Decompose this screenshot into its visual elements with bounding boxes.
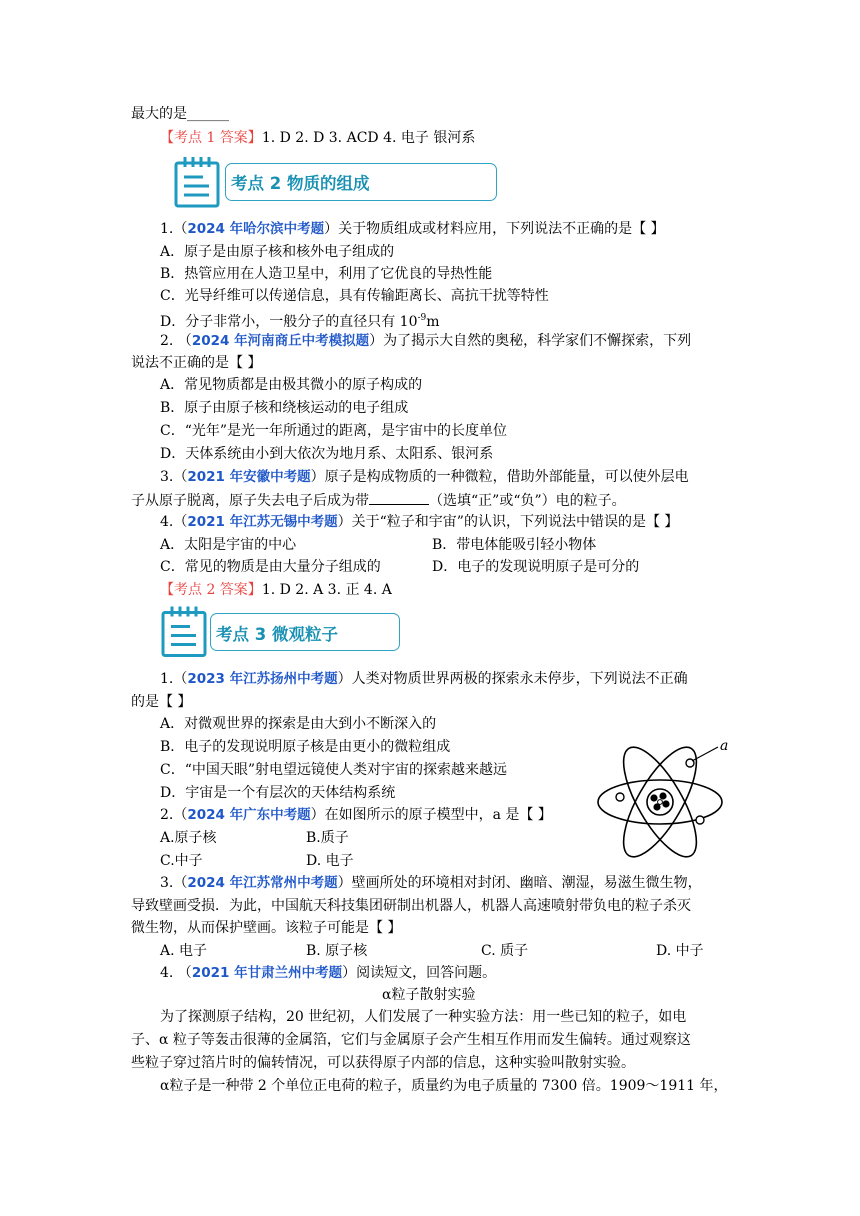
s3-q2-option-d: D. 电子 [306, 853, 354, 869]
intro-tail: 最大的是______ [131, 106, 229, 122]
s2-q3-stem [160, 467, 689, 487]
s2-q4-option-d: D．电子的发现说明原子是可分的 [432, 559, 640, 575]
s3-q4-source: 2021 年甘肃兰州中考题 [191, 965, 343, 981]
s2-q1-unit: m [426, 314, 440, 330]
s2-q2-option-a: A．常见物质都是由极其微小的原子构成的 [160, 377, 423, 393]
answer-2-text: 1. D 2. A 3. 正 4. A [261, 582, 392, 598]
s3-q2-stem [160, 805, 552, 825]
s2-q1-option-a: A．原子是由原子核和核外电子组成的 [160, 244, 395, 260]
answer-1-label: 【考点 1 答案】 [160, 130, 262, 146]
s3-q1-text: ）人类对物质世界两极的探索永未停步，下列说法不正确 [337, 671, 688, 687]
answer-2 [160, 580, 392, 600]
s3-q1-stem [160, 669, 688, 689]
article-p1-line-1: 为了探测原子结构，20 世纪初，人们发展了一种实验方法：用一些已知的粒子，如电 [160, 1009, 687, 1025]
s2-q2-text: ）为了揭示大自然的奥秘，科学家们不懈探索，下列 [369, 333, 692, 349]
s3-q3-stem-3: 微生物，从而保护壁画。该粒子可能是【 】 [131, 920, 402, 936]
article-p1-line-2: 子、α 粒子等轰击很薄的金属箔，它们与金属原子会产生相互作用而发生偏转。通过观察这 [131, 1032, 691, 1048]
s2-q3-source: 2021 年安徽中考题 [187, 469, 311, 485]
answer-1-text: 1. D 2. D 3. ACD 4. 电子 银河系 [261, 130, 476, 146]
s3-q3-stem-2: 导致壁画受损．为此，中国航天科技集团研制出机器人，机器人高速喷射带负电的粒子杀灭 [131, 898, 691, 914]
section-3-title: 考点 3 微观粒子 [216, 625, 338, 644]
s2-q4-num: 4.（ [160, 514, 188, 530]
article-p2-line-1: α粒子是一种带 2 个单位正电荷的粒子，质量约为电子质量的 7300 倍。1909～1911 年， [160, 1078, 728, 1094]
s2-q1-text: ）关于物质组成或材料应用，下列说法不正确的是【 】 [324, 221, 665, 237]
s3-q2-option-b: B.质子 [306, 830, 349, 846]
s2-q2-source: 2024 年河南商丘中考模拟题 [191, 333, 370, 349]
s2-q1-exponent: -9 [417, 313, 427, 323]
s3-q3-text: ）壁画所处的环境相对封闭、幽暗、潮湿，易滋生微生物， [337, 875, 702, 891]
s3-q3-option-c: C. 质子 [481, 943, 529, 959]
s2-q1-option-d [160, 308, 440, 332]
s3-q2-text: ）在如图所示的原子模型中，a 是【 】 [310, 807, 552, 823]
notepad-icon [160, 604, 208, 660]
s3-q2-option-c: C.中子 [160, 853, 203, 869]
s3-q1-stem-2: 的是【 】 [131, 694, 192, 710]
s3-q1-option-d: D．宇宙是一个有层次的天体结构系统 [160, 785, 396, 801]
s2-q4-option-a: A．太阳是宇宙的中心 [160, 537, 297, 553]
s2-q1-option-b: B．热管应用在人造卫星中，利用了它优良的导热性能 [160, 266, 493, 282]
s3-q4-num: 4. （ [160, 965, 192, 981]
s3-q1-source: 2023 年江苏扬州中考题 [187, 671, 338, 687]
s2-q1-option-d-text: D．分子非常小，一般分子的直径只有 10 [160, 314, 418, 330]
s2-q4-source: 2021 年江苏无锡中考题 [187, 514, 338, 530]
s2-q3-stem-2 [131, 490, 626, 511]
s2-q1-option-c: C．光导纤维可以传递信息，具有传输距离长、高抗干扰等特性 [160, 288, 549, 304]
s3-q2-source: 2024 年广东中考题 [187, 807, 311, 823]
s2-q2-stem-2: 说法不正确的是【 】 [131, 355, 262, 371]
s3-q1-option-c: C．“中国天眼”射电望远镜使人类对宇宙的探索越来越远 [160, 762, 508, 778]
s3-q1-num: 1.（ [160, 671, 188, 687]
section-2-banner [173, 155, 498, 210]
figure-label: a [720, 738, 729, 754]
s2-q2-stem [160, 331, 691, 351]
s3-q3-stem [160, 873, 702, 893]
s2-q3-text-2a: 子从原子脱离，原子失去电子后成为带 [131, 493, 369, 509]
s2-q4-option-b: B．带电体能吸引轻小物体 [432, 537, 597, 553]
s2-q2-option-d: D．天体系统由小到大依次为地月系、太阳系、银河系 [160, 446, 494, 462]
s2-q1-num: 1.（ [160, 221, 188, 237]
section-3-banner [160, 604, 405, 660]
s2-q2-num: 2. （ [160, 333, 192, 349]
s3-q1-option-b: B．电子的发现说明原子核是由更小的微粒组成 [160, 739, 451, 755]
s2-q1-source: 2024 年哈尔滨中考题 [187, 221, 325, 237]
section-2-title: 考点 2 物质的组成 [231, 174, 370, 193]
s3-q1-option-a: A．对微观世界的探索是由大到小不断深入的 [160, 716, 437, 732]
s2-q2-option-c: C．“光年”是光一年所通过的距离，是宇宙中的长度单位 [160, 423, 508, 439]
s2-q4-stem [160, 512, 678, 532]
s3-q3-option-a: A. 电子 [160, 943, 208, 959]
s2-q1-stem [160, 219, 665, 239]
s2-q3-text-2b: （选填“正”或“负”）电的粒子。 [429, 493, 626, 509]
answer-2-label: 【考点 2 答案】 [160, 582, 262, 598]
s3-q4-text: ）阅读短文，回答问题。 [342, 965, 497, 981]
s2-q4-option-c: C．常见的物质是由大量分子组成的 [160, 559, 381, 575]
s3-q3-source: 2024 年江苏常州中考题 [187, 875, 338, 891]
answer-1 [160, 128, 475, 148]
notepad-icon [173, 155, 221, 210]
s2-q3-num: 3.（ [160, 469, 188, 485]
s3-q2-num: 2.（ [160, 807, 188, 823]
s3-q4-stem [160, 963, 496, 983]
s2-q4-text: ）关于“粒子和宇宙”的认识，下列说法中错误的是【 】 [337, 514, 679, 530]
s3-q3-option-d: D. 中子 [656, 943, 704, 959]
s3-q2-option-a: A.原子核 [160, 830, 217, 846]
s2-q3-blank [369, 490, 429, 505]
s3-q3-num: 3.（ [160, 875, 188, 891]
s2-q3-text: ）原子是构成物质的一种微粒，借助外部能量，可以使外层电 [310, 469, 689, 485]
article-p1-line-3: 些粒子穿过箔片时的偏转情况，可以获得原子内部的信息，这种实验叫散射实验。 [131, 1055, 635, 1071]
s2-q2-option-b: B．原子由原子核和绕核运动的电子组成 [160, 400, 409, 416]
article-title: α粒子散射实验 [382, 987, 476, 1003]
s3-q3-option-b: B. 原子核 [306, 943, 368, 959]
